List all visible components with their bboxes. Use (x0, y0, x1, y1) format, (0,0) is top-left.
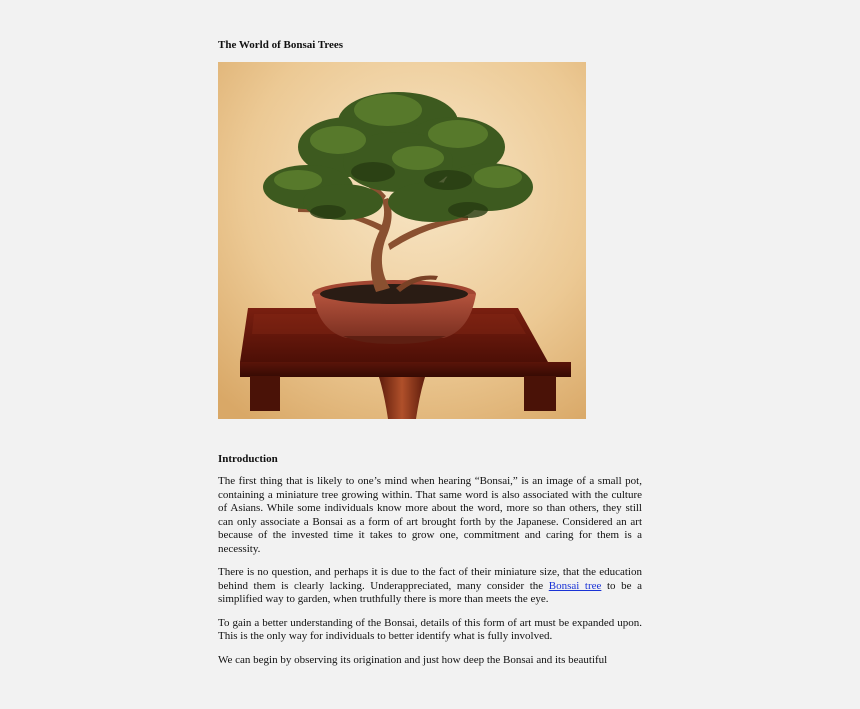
paragraph-1: The first thing that is likely to one’s mind when hearing “Bonsai,” is an image of a small pot, containing a miniature tree growing within. That same word is also associated with the culture of Asians. While some individuals know more about the word, more so than others, they still can only associate a Bonsai as a form of art brought forth by the Japanese. Considered an art because of the invested time it takes to grow one, commitment and caring for them is a necessity. (218, 475, 642, 555)
bonsai-tree-link[interactable]: Bonsai tree (548, 579, 602, 592)
bonsai-photo (218, 62, 586, 419)
document-title: The World of Bonsai Trees (218, 39, 344, 51)
document-page (218, 38, 642, 677)
paragraph-2 (218, 566, 642, 607)
section-heading-introduction: Introduction (218, 453, 278, 465)
paragraph-4: We can begin by observing its origination and just how deep the Bonsai and its beautiful (218, 653, 608, 666)
paragraph-2-after: to be a simplified way to garden, when truthfully there is more than meets the eye. (218, 579, 642, 605)
paragraph-2-before: There is no question, and perhaps it is due to the fact of their miniature size, that the education behind them is clearly lacking. Underappreciated, many consider the (218, 566, 642, 592)
paragraph-3: To gain a better understanding of the Bonsai, details of this form of art must be expanded upon. This is the only way for individuals to better identify what is fully involved. (218, 616, 642, 642)
